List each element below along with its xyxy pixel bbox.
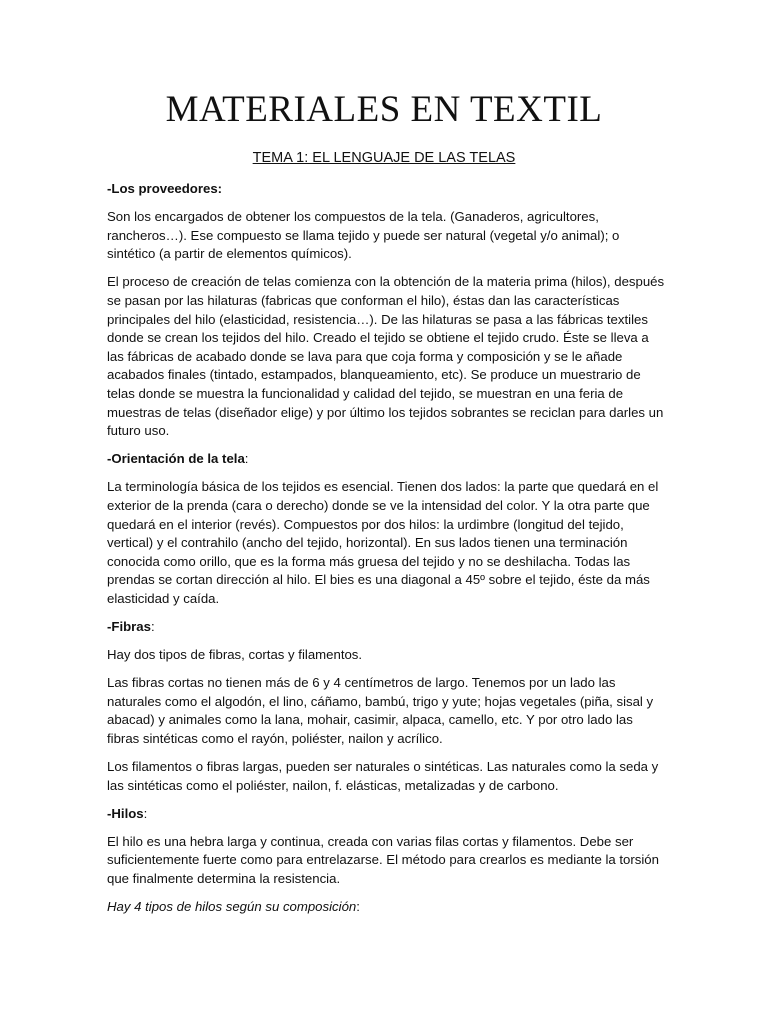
document-body — [107, 180, 665, 926]
heading-text: -Hilos — [107, 805, 144, 821]
heading-colon: : — [150, 618, 155, 634]
paragraph: Los filamentos o fibras largas, pueden ser naturales o sintéticas. Las naturales como la seda y las sintéticas como el poliéster, nailon, f. elásticas, metalizadas y de carbono. — [107, 759, 659, 793]
paragraph: La terminología básica de los tejidos es esencial. Tienen dos lados: la parte que quedará en el exterior de la prenda (cara o derecho) donde se ve la intensidad del color. Y la otra parte que quedará en el interior (revés). Compuestos por dos hilos: la urdimbre (longitud del tejido, vertical) y el contrahilo (ancho del tejido, horizontal). En sus lados tienen una terminación conocida como orillo, que es la forma más gruesa del tejido y no se deshilacha. Todas las prendas se cortan dirección al hilo. El bies es una diagonal a 45º sobre el tejido, éste da más elasticidad y caída. — [107, 479, 659, 606]
paragraph: El proceso de creación de telas comienza con la obtención de la materia prima (hilos), después se pasan por las hilaturas (fabricas que conforman el hilo), éstas dan las características principales del hilo (elasticidad, resistencia…). De las hilaturas se pasa a las fábricas textiles donde se crean los tejidos del hilo. Creado el tejido se obtiene el tejido crudo. Éste se lleva a las fábricas de acabado donde se lava para que coja forma y composición y se le añade acabados finales (tintado, estampados, blanqueamiento, etc). Se produce un muestrario de telas donde se muestra la funcionalidad y calidad del tejido, se muestran en una feria de muestras de telas (diseñador elige) y por último los tejidos sobrantes se reciclan para darles un futuro uso. — [107, 274, 665, 439]
trailing-colon: : — [356, 899, 360, 915]
heading-colon: : — [244, 451, 249, 467]
section-heading-fibras — [107, 618, 665, 637]
paragraph: Son los encargados de obtener los compuestos de la tela. (Ganaderos, agricultores, rancheros…). Ese compuesto se llama tejido y puede ser natural (vegetal y/o animal); o sintético (a partir de elementos químicos). — [107, 209, 620, 262]
section-heading-hilos — [107, 805, 665, 824]
paragraph-italic-lead — [107, 898, 665, 917]
paragraph: El hilo es una hebra larga y continua, creada con varias filas cortas y filamentos. Debe ser suficientemente fuerte como para entrelazarse. El método para crearlos es mediante la torsión que finalmente determina la resistencia. — [107, 833, 659, 886]
paragraph: Las fibras cortas no tienen más de 6 y 4 centímetros de largo. Tenemos por un lado las naturales como el algodón, el lino, cáñamo, bambú, trigo y yute; hojas vegetales (piña, sisal y abacad) y animales como la lana, mohair, casimir, alpaca, camello, etc. Y por otro lado las fibras sintéticas como el rayón, poliéster, nailon y acrílico. — [107, 675, 654, 746]
document-subtitle: TEMA 1: EL LENGUAJE DE LAS TELAS — [252, 150, 516, 166]
section-heading-orientacion — [107, 450, 665, 469]
italic-text: Hay 4 tipos de hilos según su composición — [107, 899, 357, 915]
heading-text: -Fibras — [107, 618, 151, 634]
paragraph: Hay dos tipos de fibras, cortas y filamentos. — [107, 647, 363, 663]
heading-text: -Orientación de la tela — [107, 451, 245, 467]
document-title: MATERIALES EN TEXTIL — [165, 89, 603, 130]
heading-colon: : — [143, 805, 148, 821]
section-heading-proveedores: -Los proveedores: — [107, 181, 223, 196]
